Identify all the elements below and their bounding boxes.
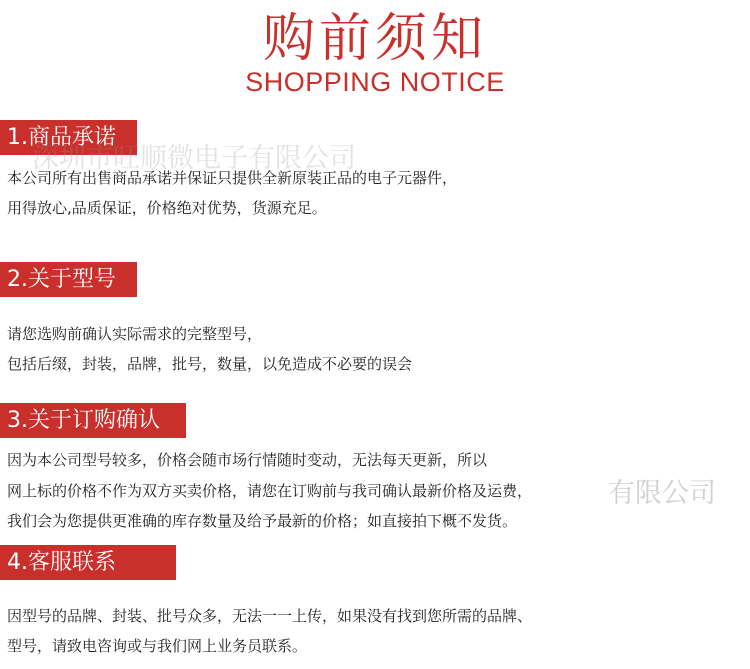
section-heading-order-confirm: 3.关于订购确认 [0, 403, 186, 438]
service-line-1: 因型号的品牌、封装、批号众多，无法一一上传，如果没有找到您所需的品牌、 [7, 607, 533, 625]
section-heading-customer-service: 4.客服联系 [0, 545, 176, 580]
section-heading-model: 2.关于型号 [0, 262, 137, 297]
order-line-2: 网上标的价格不作为双方买卖价格，请您在订购前与我司确认最新价格及运费， [7, 482, 533, 500]
model-line-2: 包括后缀，封装，品牌，批号，数量，以免造成不必要的误会 [7, 355, 413, 373]
order-line-3: 我们会为您提供更准确的库存数量及给予最新的价格；如直接拍下概不发货。 [7, 512, 518, 530]
watermark-company-top: 深圳市旺顺微电子有限公司 [32, 143, 356, 174]
commitment-line-2: 用得放心,品质保证，价格绝对优势，货源充足。 [7, 199, 327, 217]
model-line-1: 请您选购前确认实际需求的完整型号， [7, 325, 263, 343]
notice-title: 购前须知 [262, 9, 487, 69]
section-heading-commitment: 1.商品承诺 [0, 120, 137, 155]
watermark-company-right: 有限公司 [608, 478, 716, 509]
order-line-1: 因为本公司型号较多，价格会随市场行情随时变动，无法每天更新，所以 [7, 451, 488, 469]
notice-subtitle: SHOPPING NOTICE [245, 67, 505, 97]
service-line-2: 型号，请致电咨询或与我们网上业务员联系。 [7, 637, 308, 655]
commitment-line-1: 本公司所有出售商品承诺并保证只提供全新原装正品的电子元器件， [7, 169, 458, 187]
